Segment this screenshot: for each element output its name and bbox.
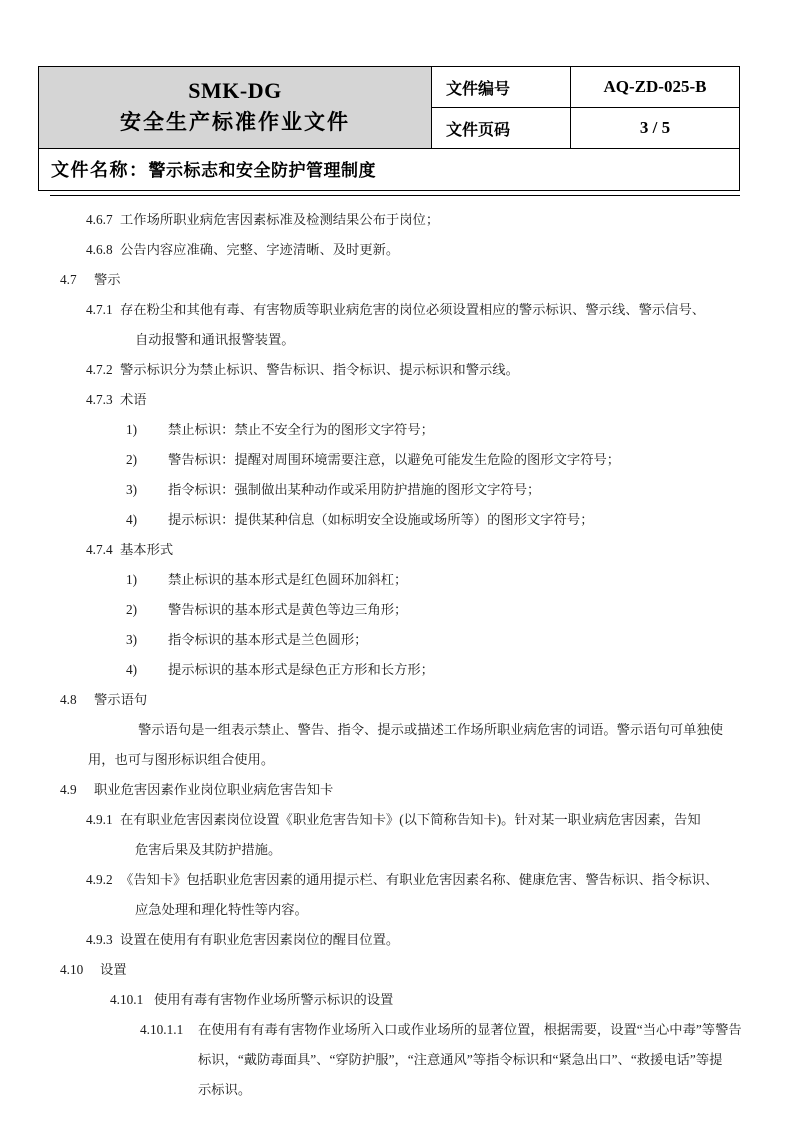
clause-number: 4.9.2 bbox=[86, 872, 113, 887]
clause-4-7-2 bbox=[50, 355, 750, 385]
list-item bbox=[50, 445, 750, 475]
clause-number: 4.10.1.1 bbox=[140, 1022, 184, 1037]
clause-number: 4.6.7 bbox=[86, 212, 113, 227]
clause-number: 4.7.1 bbox=[86, 302, 113, 317]
list-item-text: 警告标识：提醒对周围环境需要注意，以避免可能发生危险的图形文字符号； bbox=[168, 452, 621, 467]
clause-4-6-8 bbox=[50, 235, 750, 265]
header-row-3 bbox=[39, 149, 740, 191]
document-body bbox=[50, 205, 750, 1105]
clause-text: 警示 bbox=[94, 272, 121, 287]
clause-text: 警示标识分为禁止标识、警告标识、指令标识、提示标识和警示线。 bbox=[120, 362, 519, 377]
clause-text: 警示语句 bbox=[94, 692, 148, 707]
clause-text-cont: 应急处理和理化特性等内容。 bbox=[135, 902, 308, 917]
list-item bbox=[50, 565, 750, 595]
paragraph-text-cont: 用，也可与图形标识组合使用。 bbox=[88, 752, 275, 767]
list-item-text: 禁止标识：禁止不安全行为的图形文字符号； bbox=[168, 422, 434, 437]
list-marker: 3) bbox=[126, 632, 138, 647]
list-item-text: 提示标识：提供某种信息（如标明安全设施或场所等）的图形文字符号； bbox=[168, 512, 594, 527]
list-item bbox=[50, 595, 750, 625]
list-marker: 4) bbox=[126, 512, 138, 527]
clause-text: 《告知卡》包括职业危害因素的通用提示栏、有职业危害因素名称、健康危害、警告标识、指令标识、 bbox=[120, 872, 719, 887]
clause-text: 使用有毒有害物作业场所警示标识的设置 bbox=[154, 992, 394, 1007]
list-marker: 3) bbox=[126, 482, 138, 497]
clause-4-9-2 bbox=[50, 865, 750, 925]
list-marker: 1) bbox=[126, 572, 138, 587]
clause-number: 4.7.2 bbox=[86, 362, 113, 377]
clause-4-10 bbox=[50, 955, 750, 985]
list-marker: 2) bbox=[126, 602, 138, 617]
company-code: SMK-DG bbox=[188, 77, 282, 103]
clause-4-9 bbox=[50, 775, 750, 805]
list-item-text: 指令标识的基本形式是兰色圆形； bbox=[168, 632, 368, 647]
clause-text: 职业危害因素作业岗位职业病危害告知卡 bbox=[94, 782, 334, 797]
clause-text: 基本形式 bbox=[120, 542, 174, 557]
clause-text: 存在粉尘和其他有毒、有害物质等职业病危害的岗位必须设置相应的警示标识、警示线、警示信号、 bbox=[120, 302, 706, 317]
page-number-label: 文件页码 bbox=[432, 108, 571, 149]
doc-number-value: AQ-ZD-025-B bbox=[571, 67, 740, 108]
list-item bbox=[50, 625, 750, 655]
doc-number-label: 文件编号 bbox=[432, 67, 571, 108]
clause-4-9-3 bbox=[50, 925, 750, 955]
clause-number: 4.9.1 bbox=[86, 812, 113, 827]
list-item bbox=[50, 415, 750, 445]
clause-4-7-4 bbox=[50, 535, 750, 565]
clause-number: 4.9.3 bbox=[86, 932, 113, 947]
list-item-text: 警告标识的基本形式是黄色等边三角形； bbox=[168, 602, 408, 617]
clause-4-7-1 bbox=[50, 295, 750, 355]
clause-text-cont: 自动报警和通讯报警装置。 bbox=[135, 332, 295, 347]
clause-number: 4.9 bbox=[60, 782, 77, 797]
list-item bbox=[50, 655, 750, 685]
paragraph-text: 警示语句是一组表示禁止、警告、指令、提示或描述工作场所职业病危害的词语。警示语句可单独使 bbox=[138, 722, 724, 737]
list-marker: 4) bbox=[126, 662, 138, 677]
list-item bbox=[50, 475, 750, 505]
clause-4-7-3 bbox=[50, 385, 750, 415]
clause-text: 设置 bbox=[100, 962, 127, 977]
clause-4-10-1 bbox=[50, 985, 750, 1015]
clause-number: 4.7.3 bbox=[86, 392, 113, 407]
document-name-label: 文件名称： bbox=[51, 160, 149, 180]
clause-text: 工作场所职业病危害因素标准及检测结果公布于岗位； bbox=[120, 212, 440, 227]
header-body-divider bbox=[50, 195, 740, 196]
header-row-1 bbox=[39, 67, 740, 108]
clause-text-cont: 标识，“戴防毒面具”、“穿防护服”，“注意通风”等指令标识和“紧急出口”、“救援电话”等提 bbox=[198, 1052, 723, 1067]
clause-text-cont2: 示标识。 bbox=[198, 1082, 252, 1097]
clause-text: 在有职业危害因素岗位设置《职业危害告知卡》(以下简称告知卡)。针对某一职业病危害因素，告知 bbox=[120, 812, 701, 827]
clause-number: 4.10 bbox=[60, 962, 84, 977]
list-marker: 1) bbox=[126, 422, 138, 437]
clause-number: 4.10.1 bbox=[110, 992, 144, 1007]
clause-number: 4.7 bbox=[60, 272, 77, 287]
page-number-value: 3 / 5 bbox=[571, 108, 740, 149]
document-name-value: 警示标志和安全防护管理制度 bbox=[148, 161, 376, 180]
clause-text-cont: 危害后果及其防护措施。 bbox=[135, 842, 282, 857]
clause-4-10-1-1 bbox=[50, 1015, 750, 1105]
clause-text: 公告内容应准确、完整、字迹清晰、及时更新。 bbox=[120, 242, 400, 257]
clause-4-6-7 bbox=[50, 205, 750, 235]
clause-number: 4.7.4 bbox=[86, 542, 113, 557]
clause-number: 4.8 bbox=[60, 692, 77, 707]
clause-4-8-paragraph bbox=[50, 715, 750, 775]
document-name-cell bbox=[39, 149, 740, 191]
list-item-text: 提示标识的基本形式是绿色正方形和长方形； bbox=[168, 662, 434, 677]
clause-number: 4.6.8 bbox=[86, 242, 113, 257]
list-item-text: 指令标识：强制做出某种动作或采用防护措施的图形文字符号； bbox=[168, 482, 541, 497]
document-header-table bbox=[38, 66, 740, 191]
company-title-cell bbox=[39, 67, 432, 149]
list-item bbox=[50, 505, 750, 535]
clause-4-7 bbox=[50, 265, 750, 295]
clause-text: 术语 bbox=[120, 392, 147, 407]
list-marker: 2) bbox=[126, 452, 138, 467]
list-item-text: 禁止标识的基本形式是红色圆环加斜杠； bbox=[168, 572, 408, 587]
company-subtitle: 安全生产标准作业文件 bbox=[120, 109, 350, 134]
clause-4-8 bbox=[50, 685, 750, 715]
clause-text: 在使用有有毒有害物作业场所入口或作业场所的显著位置，根据需要，设置“当心中毒”等警告 bbox=[198, 1022, 742, 1037]
clause-text: 设置在使用有有职业危害因素岗位的醒目位置。 bbox=[120, 932, 400, 947]
clause-4-9-1 bbox=[50, 805, 750, 865]
